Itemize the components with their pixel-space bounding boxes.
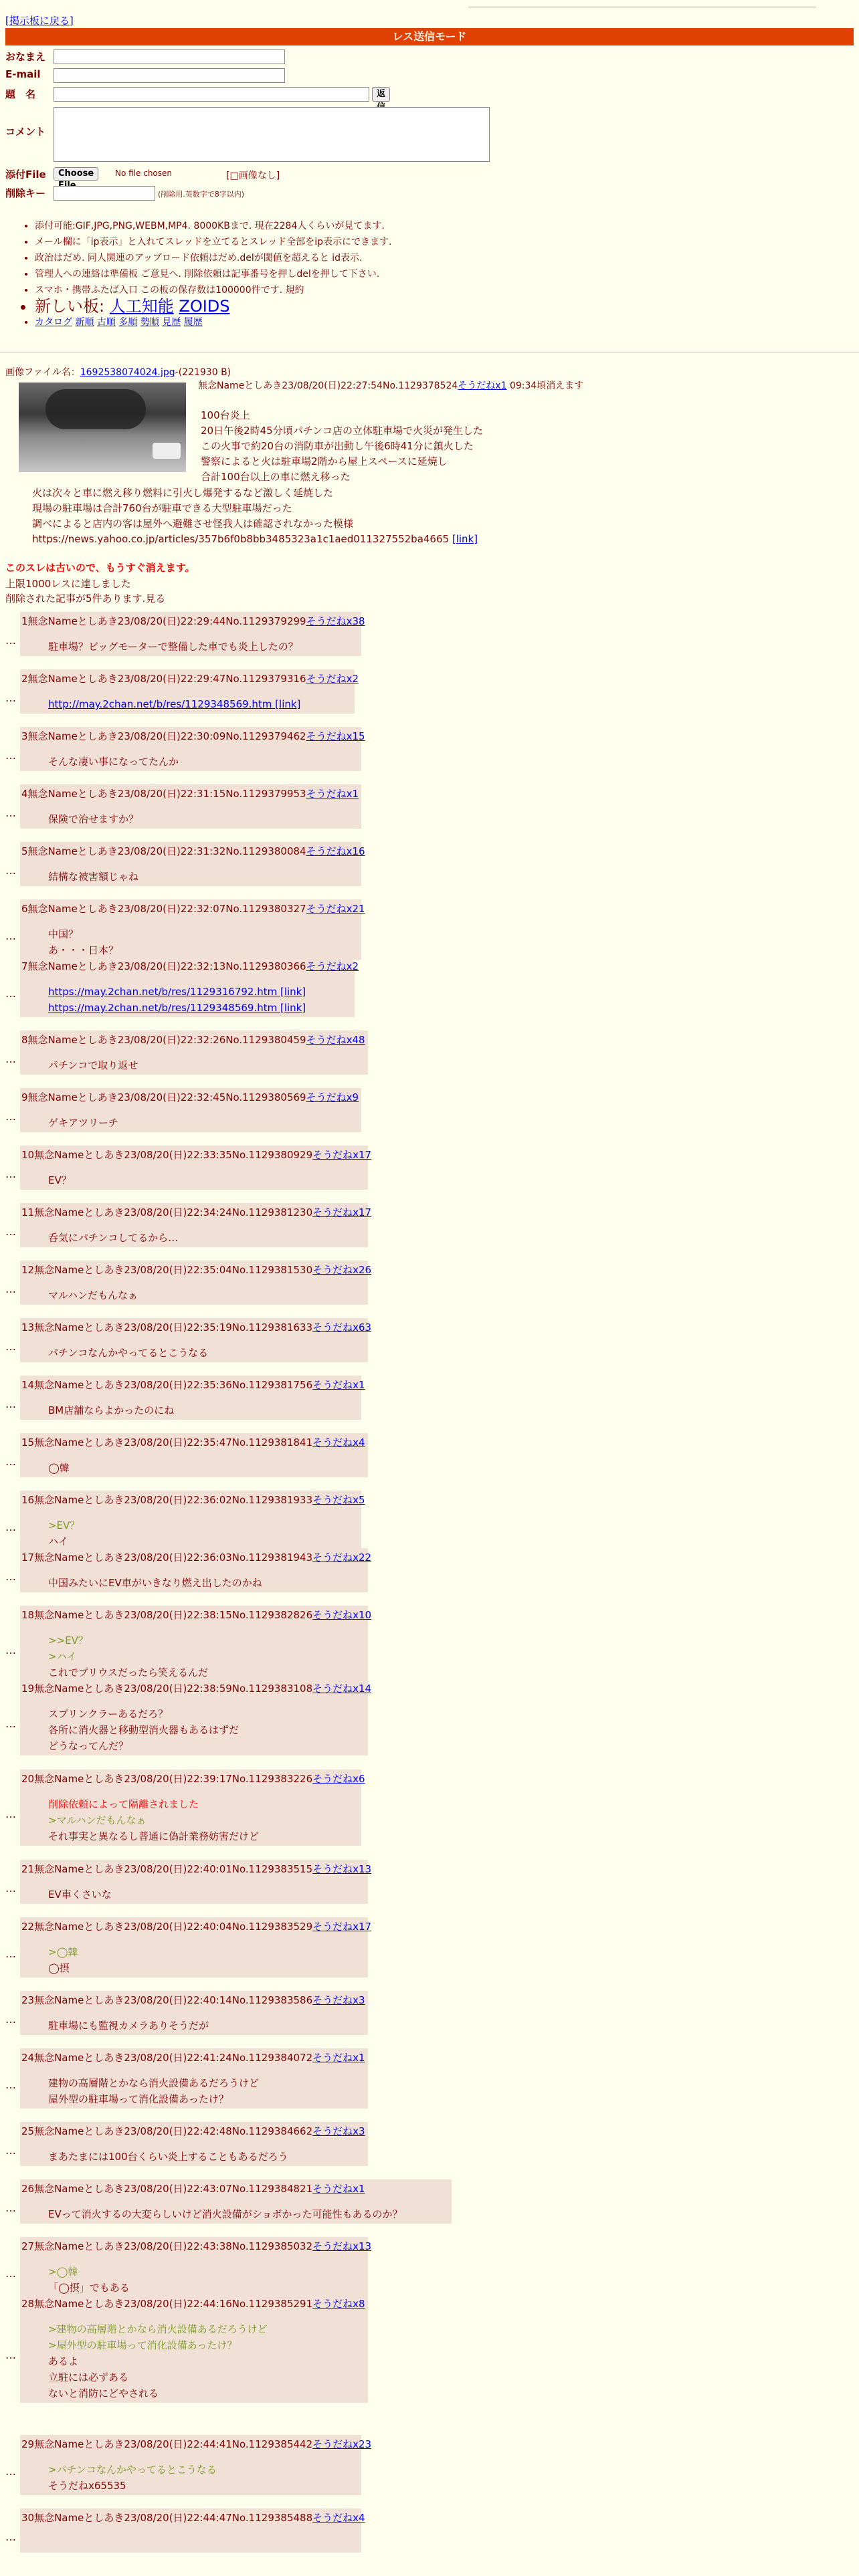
reply-header-text: 3無念Nameとしあき23/08/20(日)22:30:09No.1129379462 bbox=[21, 730, 306, 742]
reply-box bbox=[20, 1031, 368, 1075]
reply-line: 建物の高層階とかなら消火設備あるだろうけど bbox=[48, 2077, 260, 2089]
sodane-link[interactable]: そうだねx17 bbox=[312, 1149, 372, 1161]
op-line: この火事で約20台の消防車が出動し午後6時41分に鎮火した bbox=[201, 440, 474, 452]
back-to-board-link[interactable] bbox=[5, 13, 74, 27]
quote-line: >◯韓 bbox=[48, 2266, 78, 2278]
reply-header bbox=[21, 1434, 365, 1451]
reply-header-text: 9無念Nameとしあき23/08/20(日)22:32:45No.1129380569 bbox=[21, 1091, 306, 1103]
op-url: https://news.yahoo.co.jp/articles/357b6f0b8bb3485323a1c1aed011327552ba4665 bbox=[32, 533, 450, 545]
reply-box bbox=[20, 1318, 372, 1362]
comment-label: コメント bbox=[5, 126, 46, 138]
reply-header bbox=[21, 1319, 371, 1335]
op-file-info bbox=[5, 365, 231, 379]
reply-line: これでプリウスだったら笑えるんだ bbox=[48, 1667, 208, 1679]
reply-box bbox=[20, 612, 365, 656]
op-line: 20日午後2時45分頃パチンコ店の立体駐車場で火災が発生した bbox=[201, 425, 483, 437]
reply-line: 立駐には必ずある bbox=[48, 2371, 129, 2383]
reply-header-text: 13無念Nameとしあき23/08/20(日)22:35:19No.1129381633 bbox=[21, 1321, 313, 1333]
reply-header bbox=[21, 1032, 365, 1048]
reply-ellipsis-icon: … bbox=[5, 2144, 16, 2157]
name-label: おなまえ bbox=[5, 51, 46, 63]
file-size: -(221930 B) bbox=[175, 367, 231, 378]
reply-header-text: 17無念Nameとしあき23/08/20(日)22:36:03No.1129381943 bbox=[21, 1551, 313, 1564]
op-header bbox=[198, 379, 583, 392]
reply-ellipsis-icon: … bbox=[5, 2349, 16, 2361]
reply-header bbox=[21, 1492, 365, 1508]
choose-file-button[interactable]: Choose bbox=[54, 167, 98, 181]
op-line: 合計100台以上の車に燃え移った bbox=[201, 471, 351, 483]
reply-box bbox=[20, 1376, 365, 1420]
reply-mode-bar: レス送信モード bbox=[5, 28, 854, 45]
file-label: 画像ファイル名： bbox=[5, 367, 80, 378]
reply-ellipsis-icon: … bbox=[5, 1947, 16, 1960]
op-line: 現場の駐車場は合計760台が駐車できる大型駐車場だった bbox=[32, 502, 292, 514]
sort-new-link[interactable]: 新順 bbox=[75, 317, 94, 328]
op-url-line bbox=[32, 532, 478, 547]
reply-header bbox=[21, 2181, 365, 2197]
reply-header-text: 20無念Nameとしあき23/08/20(日)22:39:17No.1129383226 bbox=[21, 1773, 313, 1785]
thread-limit-notice bbox=[5, 576, 165, 606]
police-car-shape bbox=[153, 443, 181, 459]
reply-header-text: 16無念Nameとしあき23/08/20(日)22:36:02No.1129381933 bbox=[21, 1494, 313, 1506]
reply-ellipsis-icon: … bbox=[5, 1110, 16, 1123]
file-status: No file chosen bbox=[115, 169, 173, 178]
reply-box bbox=[20, 2294, 368, 2403]
sodane-link[interactable]: そうだねx15 bbox=[306, 730, 365, 742]
reply-line: パチンコなんかやってるとこうなる bbox=[48, 1347, 209, 1359]
reply-ellipsis-icon: … bbox=[5, 1570, 16, 1583]
sodane-link[interactable]: そうだねx22 bbox=[312, 1551, 372, 1564]
reply-header-text: 25無念Nameとしあき23/08/20(日)22:42:48No.1129384662 bbox=[21, 2125, 313, 2137]
reply-header bbox=[21, 1607, 371, 1623]
sodane-link[interactable]: そうだねx9 bbox=[306, 1091, 359, 1103]
reply-link[interactable]: http://may.2chan.net/b/res/1129348569.htm [link] bbox=[48, 698, 301, 710]
email-label: E-mail bbox=[5, 68, 41, 80]
subject-label: 題 名 bbox=[5, 88, 36, 100]
reply-line: 駐車場にも監視カメラありそうだが bbox=[48, 2020, 209, 2032]
reply-ellipsis-icon: … bbox=[5, 864, 16, 877]
sodane-link[interactable]: そうだねx63 bbox=[312, 1321, 372, 1333]
reply-header-text: 4無念Nameとしあき23/08/20(日)22:31:15No.1129379953 bbox=[21, 788, 306, 800]
quote-line: >>EV？ bbox=[48, 1634, 88, 1646]
reply-header-text: 7無念Nameとしあき23/08/20(日)22:32:13No.1129380366 bbox=[21, 960, 306, 972]
reply-header bbox=[21, 843, 365, 859]
reply-line: あ・・・日本？ bbox=[48, 944, 119, 956]
rule-item: • 政治はだめ. 同人関連のアップロード依頼はだめ.delが閾値を超えると id表示. bbox=[35, 250, 391, 266]
reply-line: どうなってんだ？ bbox=[48, 1740, 129, 1752]
reply-header bbox=[21, 728, 365, 744]
reply-header bbox=[21, 1147, 371, 1163]
op-line: 警察によると火は駐車場2階から屋上スペースに延焼し bbox=[201, 455, 448, 467]
reply-box bbox=[20, 1860, 372, 1904]
sodane-link[interactable]: そうだねx8 bbox=[312, 2298, 365, 2310]
reply-box bbox=[20, 842, 365, 886]
reply-header-text: 28無念Nameとしあき23/08/20(日)22:44:16No.1129385291 bbox=[21, 2298, 313, 2310]
reply-header-text: 24無念Nameとしあき23/08/20(日)22:41:24No.1129384072 bbox=[21, 2052, 313, 2064]
catalog-links-item bbox=[35, 314, 391, 330]
sodane-link[interactable]: そうだねx3 bbox=[312, 1994, 365, 2006]
reply-header bbox=[21, 786, 359, 802]
reply-header-text: 21無念Nameとしあき23/08/20(日)22:40:01No.1129383515 bbox=[21, 1863, 313, 1875]
reply-header-text: 22無念Nameとしあき23/08/20(日)22:40:04No.1129383529 bbox=[21, 1921, 313, 1933]
rule-item: • 管理人への連絡は準備板 ご意見へ. 削除依頼は記事番号を押しdelを押して下さい. bbox=[35, 266, 391, 282]
reply-header bbox=[21, 1377, 365, 1393]
reply-header bbox=[21, 1919, 371, 1935]
reply-header-text: 23無念Nameとしあき23/08/20(日)22:40:14No.1129383586 bbox=[21, 1994, 313, 2006]
new-board-label: 新しい板: bbox=[35, 297, 105, 316]
sodane-link[interactable]: そうだねx14 bbox=[312, 1683, 372, 1695]
op-line: 火は次々と車に燃え移り燃料に引火し爆発するなど激しく延焼した bbox=[32, 487, 334, 499]
quote-line: >パチンコなんかやってるとこうなる bbox=[48, 2464, 217, 2476]
sodane-link[interactable]: そうだねx2 bbox=[306, 960, 359, 972]
reply-header bbox=[21, 1861, 371, 1877]
reply-line: EV車くさいな bbox=[48, 1889, 112, 1901]
reply-line: 保険で治せますか？ bbox=[48, 813, 139, 825]
reply-header bbox=[21, 2050, 365, 2066]
rule-item: • スマホ・携帯ふたば入口 この板の保存数は100000件です. 規約 bbox=[35, 282, 391, 298]
reply-ellipsis-icon: … bbox=[5, 634, 16, 647]
sodane-link[interactable]: そうだねx5 bbox=[312, 1494, 365, 1506]
sodane-link[interactable]: そうだねx10 bbox=[312, 1609, 372, 1621]
reply-line: BM店舗ならよかったのにね bbox=[48, 1404, 175, 1416]
reply-box bbox=[20, 1991, 368, 2035]
reply-header-text: 10無念Nameとしあき23/08/20(日)22:33:35No.1129380929 bbox=[21, 1149, 313, 1161]
reply-ellipsis-icon: … bbox=[5, 1398, 16, 1410]
catalog-link[interactable]: カタログ bbox=[35, 317, 72, 328]
reply-header bbox=[21, 1089, 359, 1105]
email-input[interactable] bbox=[54, 68, 285, 83]
reply-line: 削除依頼によって隔離されました bbox=[48, 1798, 199, 1810]
reply-ellipsis-icon: … bbox=[5, 1340, 16, 1353]
reply-header bbox=[21, 2296, 365, 2312]
reply-header-text: 30無念Nameとしあき23/08/20(日)22:44:47No.1129385488 bbox=[21, 2512, 313, 2524]
comment-textarea[interactable] bbox=[54, 107, 490, 162]
op-line: 100台炎上 bbox=[201, 409, 250, 421]
reply-ellipsis-icon: … bbox=[5, 1053, 16, 1065]
new-board-link-ai[interactable]: 人工知能 bbox=[109, 297, 174, 316]
reply-line: EV？ bbox=[48, 1174, 72, 1186]
sodane-link[interactable]: そうだねx4 bbox=[312, 1436, 365, 1448]
sodane-link[interactable]: そうだねx1 bbox=[312, 2052, 365, 2064]
history-link[interactable]: 履歴 bbox=[183, 317, 203, 328]
reply-header bbox=[21, 2510, 365, 2526]
reply-line: ハイ bbox=[48, 1535, 69, 1547]
reply-header bbox=[21, 2436, 371, 2452]
delkey-note: (削除用.英数字で8字以内) bbox=[158, 190, 245, 199]
reply-header-text: 27無念Nameとしあき23/08/20(日)22:43:38No.1129385032 bbox=[21, 2240, 313, 2252]
reply-line: EVって消火するの大変らしいけど消火設備がショボかった可能性もあるのか？ bbox=[48, 2208, 403, 2220]
sodane-link[interactable]: そうだねx21 bbox=[306, 903, 365, 915]
reply-box bbox=[20, 957, 359, 1017]
reply-ellipsis-icon: … bbox=[5, 2531, 16, 2543]
sodane-link[interactable]: そうだねx38 bbox=[306, 615, 365, 627]
reply-header-text: 12無念Nameとしあき23/08/20(日)22:35:04No.1129381530 bbox=[21, 1264, 313, 1276]
reply-line: マルハンだもんなぁ bbox=[48, 1289, 138, 1301]
reply-line: まあたまには100台くらい炎上することもあるだろう bbox=[48, 2151, 288, 2163]
reply-line: そうだねx65535 bbox=[48, 2480, 126, 2492]
reply-line: あるよ bbox=[48, 2355, 79, 2367]
quote-line: >EV？ bbox=[48, 1519, 80, 1531]
op-expire-time: 09:34頃消えます bbox=[509, 381, 584, 391]
reply-header bbox=[21, 2123, 365, 2139]
quote-line: >マルハンだもんなぁ bbox=[48, 1814, 147, 1826]
reply-header-text: 14無念Nameとしあき23/08/20(日)22:35:36No.1129381756 bbox=[21, 1379, 313, 1391]
reply-box bbox=[20, 1146, 372, 1190]
submit-reply-button[interactable]: 返 bbox=[372, 87, 390, 102]
reply-header-text: 6無念Nameとしあき23/08/20(日)22:32:07No.1129380327 bbox=[21, 903, 306, 915]
reply-header-text: 19無念Nameとしあき23/08/20(日)22:38:59No.1129383108 bbox=[21, 1683, 313, 1695]
reply-link[interactable]: https://may.2chan.net/b/res/1129316792.htm [link] bbox=[48, 986, 306, 998]
reply-ellipsis-icon: … bbox=[5, 1882, 16, 1895]
reply-box bbox=[20, 1917, 372, 1977]
sodane-link[interactable]: そうだねx1 bbox=[306, 788, 359, 800]
reply-line: 各所に消火器と移動型消火器もあるはずだ bbox=[48, 1724, 240, 1736]
reply-header-text: 15無念Nameとしあき23/08/20(日)22:35:47No.1129381841 bbox=[21, 1436, 313, 1448]
reply-ellipsis-icon: … bbox=[5, 1283, 16, 1295]
view-history-link[interactable]: 見歴 bbox=[162, 317, 181, 328]
sodane-link[interactable]: そうだねx13 bbox=[312, 1863, 372, 1875]
reply-header bbox=[21, 1549, 371, 1566]
smoke-shape bbox=[45, 389, 146, 429]
no-image-checkbox[interactable]: [□画像なし] bbox=[226, 171, 280, 181]
reply-header-text: 11無念Nameとしあき23/08/20(日)22:34:24No.1129381230 bbox=[21, 1206, 313, 1218]
reply-ellipsis-icon: … bbox=[5, 2267, 16, 2280]
reply-line: 駐車場？ビッグモーターで整備した車でも炎上したの？ bbox=[48, 641, 298, 653]
rule-item: • メール欄に「ip表示」と入れてスレッドを立てるとスレッド全部をip表示にできます. bbox=[35, 234, 391, 250]
reply-box bbox=[20, 2048, 368, 2109]
reply-header bbox=[21, 1771, 365, 1787]
quote-line: >建物の高層階とかなら消火設備あるだろうけど bbox=[48, 2323, 268, 2335]
reply-header-text: 26無念Nameとしあき23/08/20(日)22:43:07No.1129384821 bbox=[21, 2183, 313, 2195]
sodane-link[interactable]: そうだねx17 bbox=[312, 1921, 372, 1933]
reply-ellipsis-icon: … bbox=[5, 1808, 16, 1820]
sodane-link[interactable]: そうだねx13 bbox=[312, 2240, 372, 2252]
sodane-link[interactable]: そうだねx1 bbox=[312, 1379, 365, 1391]
reply-box bbox=[20, 2237, 372, 2297]
reply-line: それ事実と異なるし普通に偽計業務妨害だけど bbox=[48, 1830, 260, 1842]
delkey-input[interactable] bbox=[54, 186, 155, 201]
reply-line: 中国みたいにEV車がいきなり燃え出したのかね bbox=[48, 1577, 262, 1589]
reply-ellipsis-icon: … bbox=[5, 2465, 16, 2478]
reply-box bbox=[20, 669, 359, 714]
reply-ellipsis-icon: … bbox=[5, 1717, 16, 1730]
delkey-label: 削除キー bbox=[5, 187, 46, 199]
reply-ellipsis-icon: … bbox=[5, 2202, 16, 2214]
limit-text: 上限1000レスに達しました bbox=[5, 578, 131, 590]
sodane-link[interactable]: そうだねx23 bbox=[312, 2438, 372, 2450]
back-link-text[interactable]: [掲示板に戻る] bbox=[5, 15, 74, 27]
sodane-link[interactable]: そうだねx48 bbox=[306, 1034, 365, 1046]
sodane-link[interactable]: そうだねx1 bbox=[312, 2183, 365, 2195]
reply-line: 結構な被害額じゃね bbox=[48, 871, 139, 883]
reply-header bbox=[21, 1681, 371, 1697]
sodane-link[interactable]: そうだねx4 bbox=[312, 2512, 365, 2524]
sort-momentum-link[interactable]: 勢順 bbox=[140, 317, 159, 328]
reply-header-text: 18無念Nameとしあき23/08/20(日)22:38:15No.1129382826 bbox=[21, 1609, 313, 1621]
reply-line: そんな凄い事になってたんか bbox=[48, 756, 179, 768]
file-label: 添付File bbox=[5, 169, 46, 181]
reply-line: 「◯摂」でもある bbox=[48, 2282, 130, 2294]
rule-item: • 添付可能:GIF,JPG,PNG,WEBM,MP4. 8000KBまで. 現在2284人くらいが見てます. bbox=[35, 218, 391, 234]
reply-header bbox=[21, 1992, 365, 2008]
reply-header-text: 2無念Nameとしあき23/08/20(日)22:29:47No.1129379316 bbox=[21, 673, 306, 685]
reply-box bbox=[20, 727, 365, 771]
reply-header bbox=[21, 2238, 371, 2254]
reply-box bbox=[20, 1261, 372, 1305]
op-header-text: 無念Nameとしあき23/08/20(日)22:27:54No.1129378524 bbox=[198, 381, 458, 391]
reply-line: ◯摂 bbox=[48, 1962, 70, 1974]
reply-header-text: 29無念Nameとしあき23/08/20(日)22:44:41No.1129385442 bbox=[21, 2438, 313, 2450]
deleted-count-text[interactable]: 削除された記事が5件あります.見る bbox=[5, 593, 166, 605]
reply-box bbox=[20, 1606, 372, 1682]
reply-header bbox=[21, 958, 359, 974]
reply-ellipsis-icon: … bbox=[5, 807, 16, 819]
reply-ellipsis-icon: … bbox=[5, 2078, 16, 2091]
reply-box bbox=[20, 1491, 365, 1551]
reply-line: ◯韓 bbox=[48, 1462, 70, 1474]
op-body-cont bbox=[32, 486, 478, 547]
sodane-link[interactable]: そうだねx2 bbox=[306, 673, 359, 685]
reply-line: ゲキアツリーチ bbox=[48, 1117, 119, 1129]
new-board-item bbox=[35, 298, 391, 314]
reply-link[interactable]: https://may.2chan.net/b/res/1129348569.htm [link] bbox=[48, 1002, 306, 1014]
reply-line: 屋外型の駐車場って消化設備あったけ？ bbox=[48, 2093, 229, 2105]
reply-line: ないと消防にどやされる bbox=[48, 2387, 159, 2399]
reply-ellipsis-icon: … bbox=[5, 1225, 16, 1238]
op-sodane-link[interactable]: そうだねx1 bbox=[458, 381, 507, 391]
quote-line: >ハイ bbox=[48, 1650, 77, 1662]
reply-header bbox=[21, 613, 365, 629]
reply-box bbox=[20, 1433, 368, 1477]
op-line: 調べによると店内の客は屋外へ避難させ怪我人は確認されなかった模様 bbox=[32, 518, 354, 530]
sodane-link[interactable]: そうだねx3 bbox=[312, 2125, 365, 2137]
board-rules bbox=[15, 218, 391, 330]
op-body bbox=[201, 408, 483, 485]
reply-ellipsis-icon: … bbox=[5, 1455, 16, 1468]
old-thread-warning: このスレは古いので、もうすぐ消えます。 bbox=[5, 562, 195, 574]
reply-box bbox=[20, 1548, 372, 1592]
reply-line: スプリンクラーあるだろ？ bbox=[48, 1708, 169, 1720]
subject-input[interactable] bbox=[54, 87, 369, 102]
reply-header bbox=[21, 671, 359, 687]
reply-ellipsis-icon: … bbox=[5, 2013, 16, 2026]
reply-ellipsis-icon: … bbox=[5, 930, 16, 942]
quote-line: >◯韓 bbox=[48, 1946, 78, 1958]
reply-box bbox=[20, 1769, 365, 1846]
reply-box bbox=[20, 1088, 361, 1132]
reply-header-text: 5無念Nameとしあき23/08/20(日)22:31:32No.1129380084 bbox=[21, 845, 306, 857]
reply-box bbox=[20, 2179, 452, 2224]
reply-box bbox=[20, 2508, 365, 2553]
reply-header-text: 8無念Nameとしあき23/08/20(日)22:32:26No.1129380459 bbox=[21, 1034, 306, 1046]
sodane-link[interactable]: そうだねx26 bbox=[312, 1264, 372, 1276]
reply-line: パチンコで取り返せ bbox=[48, 1059, 138, 1071]
reply-header bbox=[21, 1262, 371, 1278]
reply-ellipsis-icon: … bbox=[5, 691, 16, 704]
reply-header-text: 1無念Nameとしあき23/08/20(日)22:29:44No.1129379299 bbox=[21, 615, 306, 627]
reply-header bbox=[21, 901, 365, 917]
reply-ellipsis-icon: … bbox=[5, 1644, 16, 1656]
sodane-link[interactable]: そうだねx16 bbox=[306, 845, 365, 857]
quote-line: >屋外型の駐車場って消化設備あったけ？ bbox=[48, 2339, 237, 2351]
reply-ellipsis-icon: … bbox=[5, 987, 16, 1000]
sort-old-link[interactable]: 古順 bbox=[96, 317, 116, 328]
reply-box bbox=[20, 2122, 368, 2166]
reply-ellipsis-icon: … bbox=[5, 1168, 16, 1180]
reply-line: 呑気にパチンコしてるから… bbox=[48, 1232, 179, 1244]
sort-many-link[interactable]: 多順 bbox=[118, 317, 138, 328]
reply-header bbox=[21, 1204, 371, 1220]
reply-box bbox=[20, 2435, 372, 2495]
op-file-link[interactable]: 1692538074024.jpg bbox=[80, 367, 175, 378]
reply-ellipsis-icon: … bbox=[5, 749, 16, 762]
reply-box bbox=[20, 1203, 372, 1247]
op-thumbnail[interactable] bbox=[19, 383, 186, 472]
reply-box bbox=[20, 899, 365, 960]
reply-box bbox=[20, 784, 361, 829]
name-input[interactable] bbox=[54, 49, 285, 64]
reply-line: 中国？ bbox=[48, 928, 79, 940]
op-url-link[interactable]: [link] bbox=[452, 533, 478, 545]
sodane-link[interactable]: そうだねx17 bbox=[312, 1206, 372, 1218]
new-board-link-zoids[interactable]: ZOIDS bbox=[179, 297, 230, 316]
reply-ellipsis-icon: … bbox=[5, 1521, 16, 1533]
sodane-link[interactable]: そうだねx6 bbox=[312, 1773, 365, 1785]
reply-box bbox=[20, 1679, 372, 1755]
